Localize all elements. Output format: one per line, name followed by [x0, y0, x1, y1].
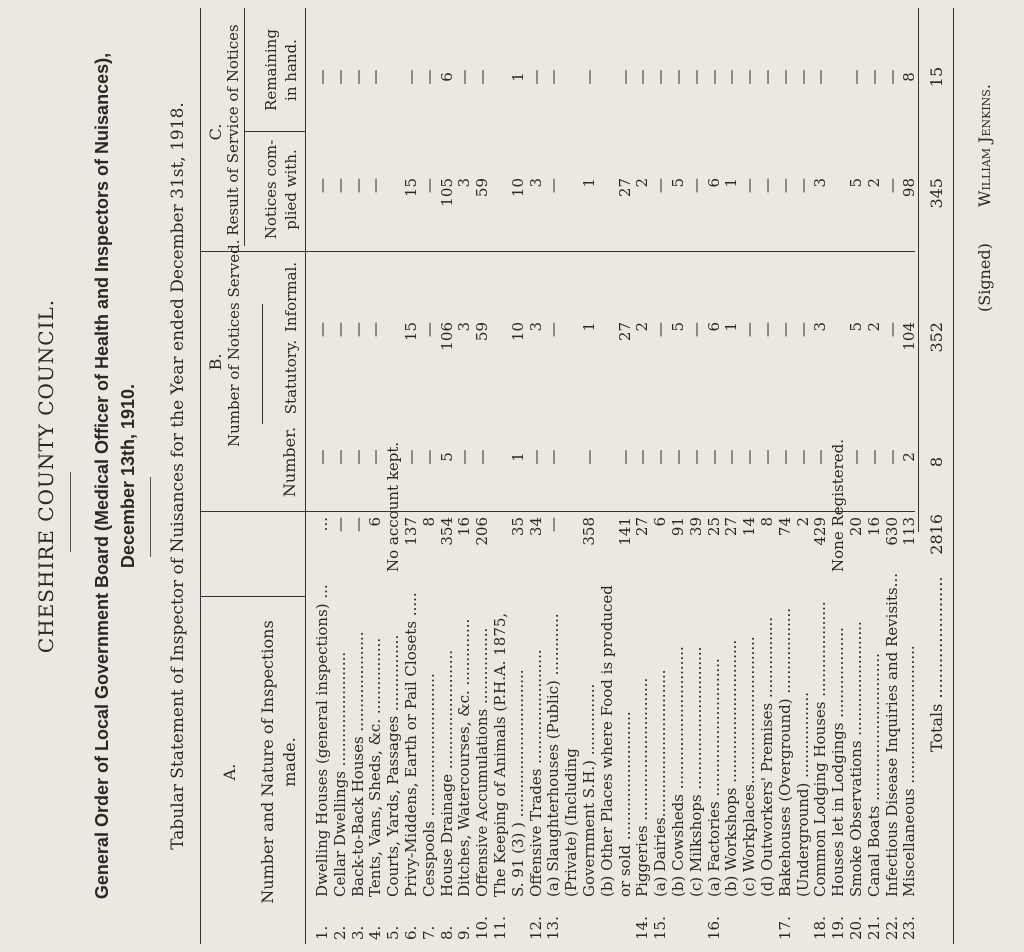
row-statutory: —	[793, 449, 812, 465]
row-remaining: —	[615, 69, 634, 85]
row-inspection-count: No account kept.	[384, 441, 403, 572]
row-complied: 5	[847, 178, 865, 188]
row-number: 11.	[491, 916, 509, 940]
row-description: or sold ...........................	[615, 711, 634, 897]
table-row	[456, 0, 472, 952]
row-description: (b) Workshops ..............................	[722, 639, 741, 897]
row-description: S. 91 (3) ) ...............................	[508, 669, 527, 897]
row-remaining: —	[864, 69, 883, 85]
row-statutory: —	[313, 449, 331, 465]
row-number: 20.	[847, 916, 865, 940]
row-remaining: —	[633, 69, 652, 85]
table-row	[545, 0, 561, 952]
table-row	[385, 0, 401, 952]
row-inspection-count: 20	[847, 517, 865, 537]
row-inspection-count: 429	[811, 517, 830, 546]
row-complied: —	[330, 178, 349, 193]
row-description: (d) Outworkers' Premises .................	[758, 616, 776, 897]
row-remaining: —	[686, 69, 705, 85]
row-inspection-count: —	[544, 517, 563, 532]
row-number: 8.	[437, 925, 456, 940]
row-complied: 6	[704, 178, 723, 188]
row-complied: 27	[615, 178, 634, 198]
row-complied: —	[740, 178, 759, 193]
row-inspection-count: ...	[313, 517, 331, 532]
row-informal: —	[313, 322, 331, 337]
row-number: 18.	[811, 916, 830, 940]
row-informal: —	[793, 322, 812, 337]
row-description: Offensive Accumulations ................	[473, 627, 492, 897]
row-remaining: 6	[437, 72, 456, 82]
row-remaining: —	[366, 69, 385, 85]
row-description: (a) Slaughterhouses (Public) .............	[544, 613, 563, 897]
row-inspection-count: 39	[686, 517, 705, 537]
table-row	[332, 0, 348, 952]
table-row	[528, 0, 544, 952]
row-inspection-count: 16	[864, 517, 883, 537]
row-remaining: —	[847, 69, 865, 85]
table-row	[777, 0, 793, 952]
row-description: Canal Boats ...............................	[864, 653, 883, 897]
row-remaining: —	[348, 69, 367, 85]
row-statutory: —	[740, 449, 759, 465]
row-number: 13.	[544, 916, 563, 940]
row-description: Back-to-Back Houses .....................	[348, 631, 367, 897]
header-complied-2: plied with.	[282, 149, 300, 230]
row-inspection-count: 14	[740, 517, 759, 537]
header-b-label: Number of Notices Served.	[225, 239, 243, 447]
row-remaining: —	[313, 69, 331, 85]
row-complied: —	[651, 178, 670, 193]
row-complied: 59	[473, 178, 492, 198]
row-inspection-count: 137	[402, 517, 420, 546]
row-inspection-count: 27	[722, 517, 741, 537]
row-remaining: —	[740, 69, 759, 85]
row-inspection-count: 6	[651, 517, 670, 527]
row-statutory: —	[775, 449, 794, 465]
table-row	[884, 0, 900, 952]
row-informal: —	[544, 322, 563, 337]
table-row	[474, 0, 490, 952]
row-complied: —	[419, 178, 438, 193]
row-inspection-count: 91	[669, 517, 687, 537]
signed-name: William Jenkins.	[975, 84, 994, 207]
totals-complied: 345	[927, 178, 946, 209]
table-row	[421, 0, 437, 952]
totals-statutory: 8	[927, 456, 946, 468]
row-informal: —	[758, 322, 776, 337]
row-number: 19.	[829, 916, 848, 940]
row-statutory: —	[758, 449, 776, 465]
row-informal: —	[419, 322, 438, 337]
row-inspection-count: 25	[704, 517, 723, 537]
totals-informal: 352	[927, 322, 946, 353]
signed-label: (Signed)	[975, 243, 994, 312]
row-informal: 3	[811, 322, 830, 332]
statement-title: Tabular Statement of Inspector of Nuisances for the Year ended December 31st, 1918.	[168, 102, 188, 850]
row-statutory: —	[544, 449, 563, 465]
row-complied: 3	[526, 178, 545, 188]
row-informal: 27	[615, 322, 634, 342]
row-inspection-count: 113	[900, 517, 919, 546]
row-description: Smoke Observations ........................	[847, 621, 865, 897]
row-statutory: —	[330, 449, 349, 465]
row-description: Common Lodging Houses ....................	[811, 601, 830, 897]
table-row	[723, 0, 739, 952]
row-inspection-count: 206	[473, 517, 492, 546]
row-remaining: —	[882, 69, 901, 85]
row-description: Houses let in Lodgings ...................	[829, 627, 848, 897]
row-informal: —	[651, 322, 670, 337]
table-row	[741, 0, 757, 952]
row-complied: —	[366, 178, 385, 193]
row-informal: 3	[455, 322, 474, 332]
row-description: Cesspools ..............................	[419, 673, 438, 897]
row-complied: —	[882, 178, 901, 193]
row-complied: 3	[455, 178, 474, 188]
row-complied: 15	[402, 178, 420, 198]
row-complied: 1	[580, 178, 598, 188]
row-description: (b) Other Places where Food is produced	[597, 585, 616, 897]
row-remaining: —	[722, 69, 741, 85]
header-bottom-rule	[305, 8, 306, 944]
row-inspection-count: 141	[615, 517, 634, 546]
header-statutory: Statutory.	[282, 339, 300, 415]
header-a-label-1: Number and Nature of Inspections	[258, 620, 277, 904]
table-row	[670, 0, 686, 952]
table-row	[706, 0, 722, 952]
row-description: (c) Milkshops ..............................	[686, 646, 705, 897]
row-inspection-count: 35	[508, 517, 527, 537]
table-row	[439, 0, 455, 952]
row-description: Privy-Middens, Earth or Pail Closets .....	[402, 592, 420, 897]
row-complied: 98	[900, 178, 919, 198]
table-row	[510, 0, 526, 952]
row-informal: —	[882, 322, 901, 337]
row-informal: 104	[900, 322, 919, 351]
row-complied: 2	[864, 178, 883, 188]
row-informal: 5	[847, 322, 865, 332]
row-informal: 5	[669, 322, 687, 332]
row-informal: 1	[722, 322, 741, 332]
row-remaining: —	[775, 69, 794, 85]
header-a-letter: A.	[220, 763, 239, 781]
table-row	[866, 0, 882, 952]
totals-label: Totals ........................	[927, 576, 946, 752]
table-row	[581, 0, 597, 952]
header-complied-1: Notices com-	[262, 139, 280, 240]
row-description: Piggeries ..............................	[633, 677, 652, 897]
row-inspection-count: 27	[633, 517, 652, 537]
totals-top-rule	[918, 8, 919, 532]
header-c-letter: C.	[206, 123, 225, 141]
row-complied: —	[686, 178, 705, 193]
row-remaining: 1	[508, 72, 527, 82]
row-number: 10.	[473, 916, 492, 940]
row-description: Ditches, Watercourses, &c. ..............	[455, 618, 474, 897]
table-row	[795, 0, 811, 952]
row-remaining: —	[811, 69, 830, 85]
row-description: Offensive Trades ........................	[526, 649, 545, 897]
title-divider	[70, 472, 71, 552]
row-statutory: —	[651, 449, 670, 465]
row-informal: —	[330, 322, 349, 337]
c-subheader-rule	[244, 8, 245, 246]
row-complied: 2	[633, 178, 652, 188]
row-statutory: —	[633, 449, 652, 465]
row-complied: —	[313, 178, 331, 193]
row-remaining: —	[526, 69, 545, 85]
row-remaining: —	[669, 69, 687, 85]
table-row	[403, 0, 419, 952]
row-informal: 10	[508, 322, 527, 342]
table-row	[830, 0, 846, 952]
row-inspection-count: 34	[526, 517, 545, 537]
row-number: 4.	[366, 925, 385, 940]
header-c-label: Result of Service of Notices	[224, 24, 242, 236]
row-number: 1.	[313, 925, 331, 940]
header-a-label-2: made.	[280, 737, 299, 787]
row-complied: 10	[508, 178, 527, 198]
row-inspection-count: —	[348, 517, 367, 532]
row-statutory: —	[419, 449, 438, 465]
row-remaining: —	[455, 69, 474, 85]
row-remaining: —	[704, 69, 723, 85]
row-statutory: —	[704, 449, 723, 465]
row-statutory: 1	[508, 452, 527, 462]
row-remaining: —	[651, 69, 670, 85]
row-description: Bakehouses (Overground) ..................	[775, 607, 794, 897]
row-description: (a) Factories .............................	[704, 658, 723, 897]
row-statutory: —	[402, 449, 420, 465]
row-number: 21.	[864, 916, 883, 940]
row-inspection-count: 16	[455, 517, 474, 537]
row-informal: —	[740, 322, 759, 337]
row-informal: 2	[864, 322, 883, 332]
row-informal: 2	[633, 322, 652, 332]
totals-number: 2816	[927, 514, 946, 555]
header-number: Number.	[280, 426, 299, 498]
row-remaining: 8	[900, 72, 919, 82]
row-informal: 6	[704, 322, 723, 332]
row-description: (Private) (Including	[562, 748, 581, 897]
row-description: Cellar Dwellings ........................	[330, 651, 349, 897]
row-number: 15.	[651, 916, 670, 940]
row-complied: 5	[669, 178, 687, 188]
row-complied: 105	[437, 178, 456, 207]
row-remaining: —	[330, 69, 349, 85]
table-row	[759, 0, 775, 952]
order-line-1: General Order of Local Government Board (Medical Officer of Health and Inspectors of Nuisances),	[92, 52, 112, 900]
table-row	[617, 0, 633, 952]
row-statutory: —	[615, 449, 634, 465]
table-row	[599, 0, 615, 952]
row-inspection-count: None Registered.	[829, 438, 848, 572]
row-number: 23.	[900, 916, 919, 940]
row-statutory: —	[847, 449, 865, 465]
header-remaining-1: Remaining	[262, 29, 280, 111]
row-number: 2.	[330, 925, 349, 940]
row-statutory: —	[686, 449, 705, 465]
row-description: Tents, Vans, Sheds, &c. ................	[366, 637, 385, 897]
table-row	[688, 0, 704, 952]
row-inspection-count: 74	[775, 517, 794, 537]
header-remaining-2: in hand.	[282, 39, 300, 101]
row-number: 9.	[455, 925, 474, 940]
row-description: Miscellaneous .............................	[900, 645, 919, 897]
row-statutory: —	[882, 449, 901, 465]
table-row	[367, 0, 383, 952]
row-remaining: —	[758, 69, 776, 85]
row-informal: 1	[580, 322, 598, 332]
row-informal: 3	[526, 322, 545, 332]
row-complied: 3	[811, 178, 830, 188]
row-statutory: —	[526, 449, 545, 465]
row-remaining: —	[793, 69, 812, 85]
row-description: Infectious Disease Inquiries and Revisits...	[882, 573, 901, 897]
row-statutory: 5	[437, 452, 456, 462]
row-description: (a) Dairies...............................	[651, 669, 670, 897]
totals-bottom-rule	[953, 8, 954, 944]
row-description: House Drainage .........................	[437, 649, 456, 897]
row-description: Courts, Yards, Passages ................	[384, 634, 403, 897]
row-number: 17.	[775, 916, 794, 940]
row-remaining: —	[402, 69, 420, 85]
row-informal: 15	[402, 322, 420, 342]
row-informal: —	[775, 322, 794, 337]
row-informal: 106	[437, 322, 456, 351]
row-complied: —	[793, 178, 812, 193]
order-line-2: December 13th, 1910.	[118, 383, 138, 569]
row-number: 12.	[526, 916, 545, 940]
row-number: 22.	[882, 916, 901, 940]
row-inspection-count: 358	[580, 517, 598, 546]
row-description: Government S.H.) ...............	[580, 683, 598, 897]
table-row	[652, 0, 668, 952]
row-statutory: —	[669, 449, 687, 465]
col-sep-a	[200, 596, 305, 597]
row-remaining: —	[544, 69, 563, 85]
table-top-rule	[200, 8, 201, 944]
row-number: 6.	[402, 925, 420, 940]
row-complied: —	[544, 178, 563, 193]
row-statutory: —	[455, 449, 474, 465]
row-number: 14.	[633, 916, 652, 940]
row-inspection-count: —	[330, 517, 349, 532]
row-description: (Underground) ..................	[793, 692, 812, 897]
row-statutory: —	[811, 449, 830, 465]
row-statutory: —	[580, 449, 598, 465]
row-remaining: —	[580, 69, 598, 85]
table-row	[492, 0, 508, 952]
row-statutory: —	[348, 449, 367, 465]
row-inspection-count: 6	[366, 517, 385, 527]
row-complied: —	[775, 178, 794, 193]
table-row	[812, 0, 828, 952]
row-statutory: 2	[900, 452, 919, 462]
row-statutory: —	[366, 449, 385, 465]
row-number: 7.	[419, 925, 438, 940]
row-complied: 1	[722, 178, 741, 188]
totals-remaining: 15	[927, 66, 946, 88]
row-remaining: —	[419, 69, 438, 85]
council-title: CHESHIRE COUNTY COUNCIL.	[34, 298, 58, 654]
row-inspection-count: 354	[437, 517, 456, 546]
row-description: (b) Cowsheds ..............................	[669, 646, 687, 897]
row-number: 16.	[704, 916, 723, 940]
row-inspection-count: 2	[793, 517, 812, 527]
row-statutory: —	[473, 449, 492, 465]
totals-row	[927, 0, 945, 952]
table-row	[634, 0, 650, 952]
row-informal: —	[366, 322, 385, 337]
header-informal: Informal.	[282, 261, 300, 333]
row-description: (c) Workplaces...............................	[740, 636, 759, 897]
table-row	[848, 0, 864, 952]
table-row	[350, 0, 366, 952]
order-divider	[150, 477, 151, 557]
row-informal: —	[686, 322, 705, 337]
row-number: 5.	[384, 925, 403, 940]
table-row	[901, 0, 917, 952]
b-subheader-rule	[262, 304, 263, 424]
row-informal: —	[348, 322, 367, 337]
table-row	[563, 0, 579, 952]
row-informal: 59	[473, 322, 492, 342]
row-complied: —	[758, 178, 776, 193]
row-remaining: —	[473, 69, 492, 85]
row-complied: —	[348, 178, 367, 193]
row-inspection-count: 8	[758, 517, 776, 527]
row-number: 3.	[348, 925, 367, 940]
row-description: The Keeping of Animals (P.H.A. 1875,	[491, 612, 509, 897]
row-description: Dwelling Houses (general inspections) ...	[313, 584, 331, 897]
row-inspection-count: 8	[419, 517, 438, 527]
row-statutory: —	[722, 449, 741, 465]
header-b-letter: B.	[206, 353, 225, 371]
row-inspection-count: 630	[882, 517, 901, 546]
row-statutory: —	[864, 449, 883, 465]
table-row	[314, 0, 330, 952]
